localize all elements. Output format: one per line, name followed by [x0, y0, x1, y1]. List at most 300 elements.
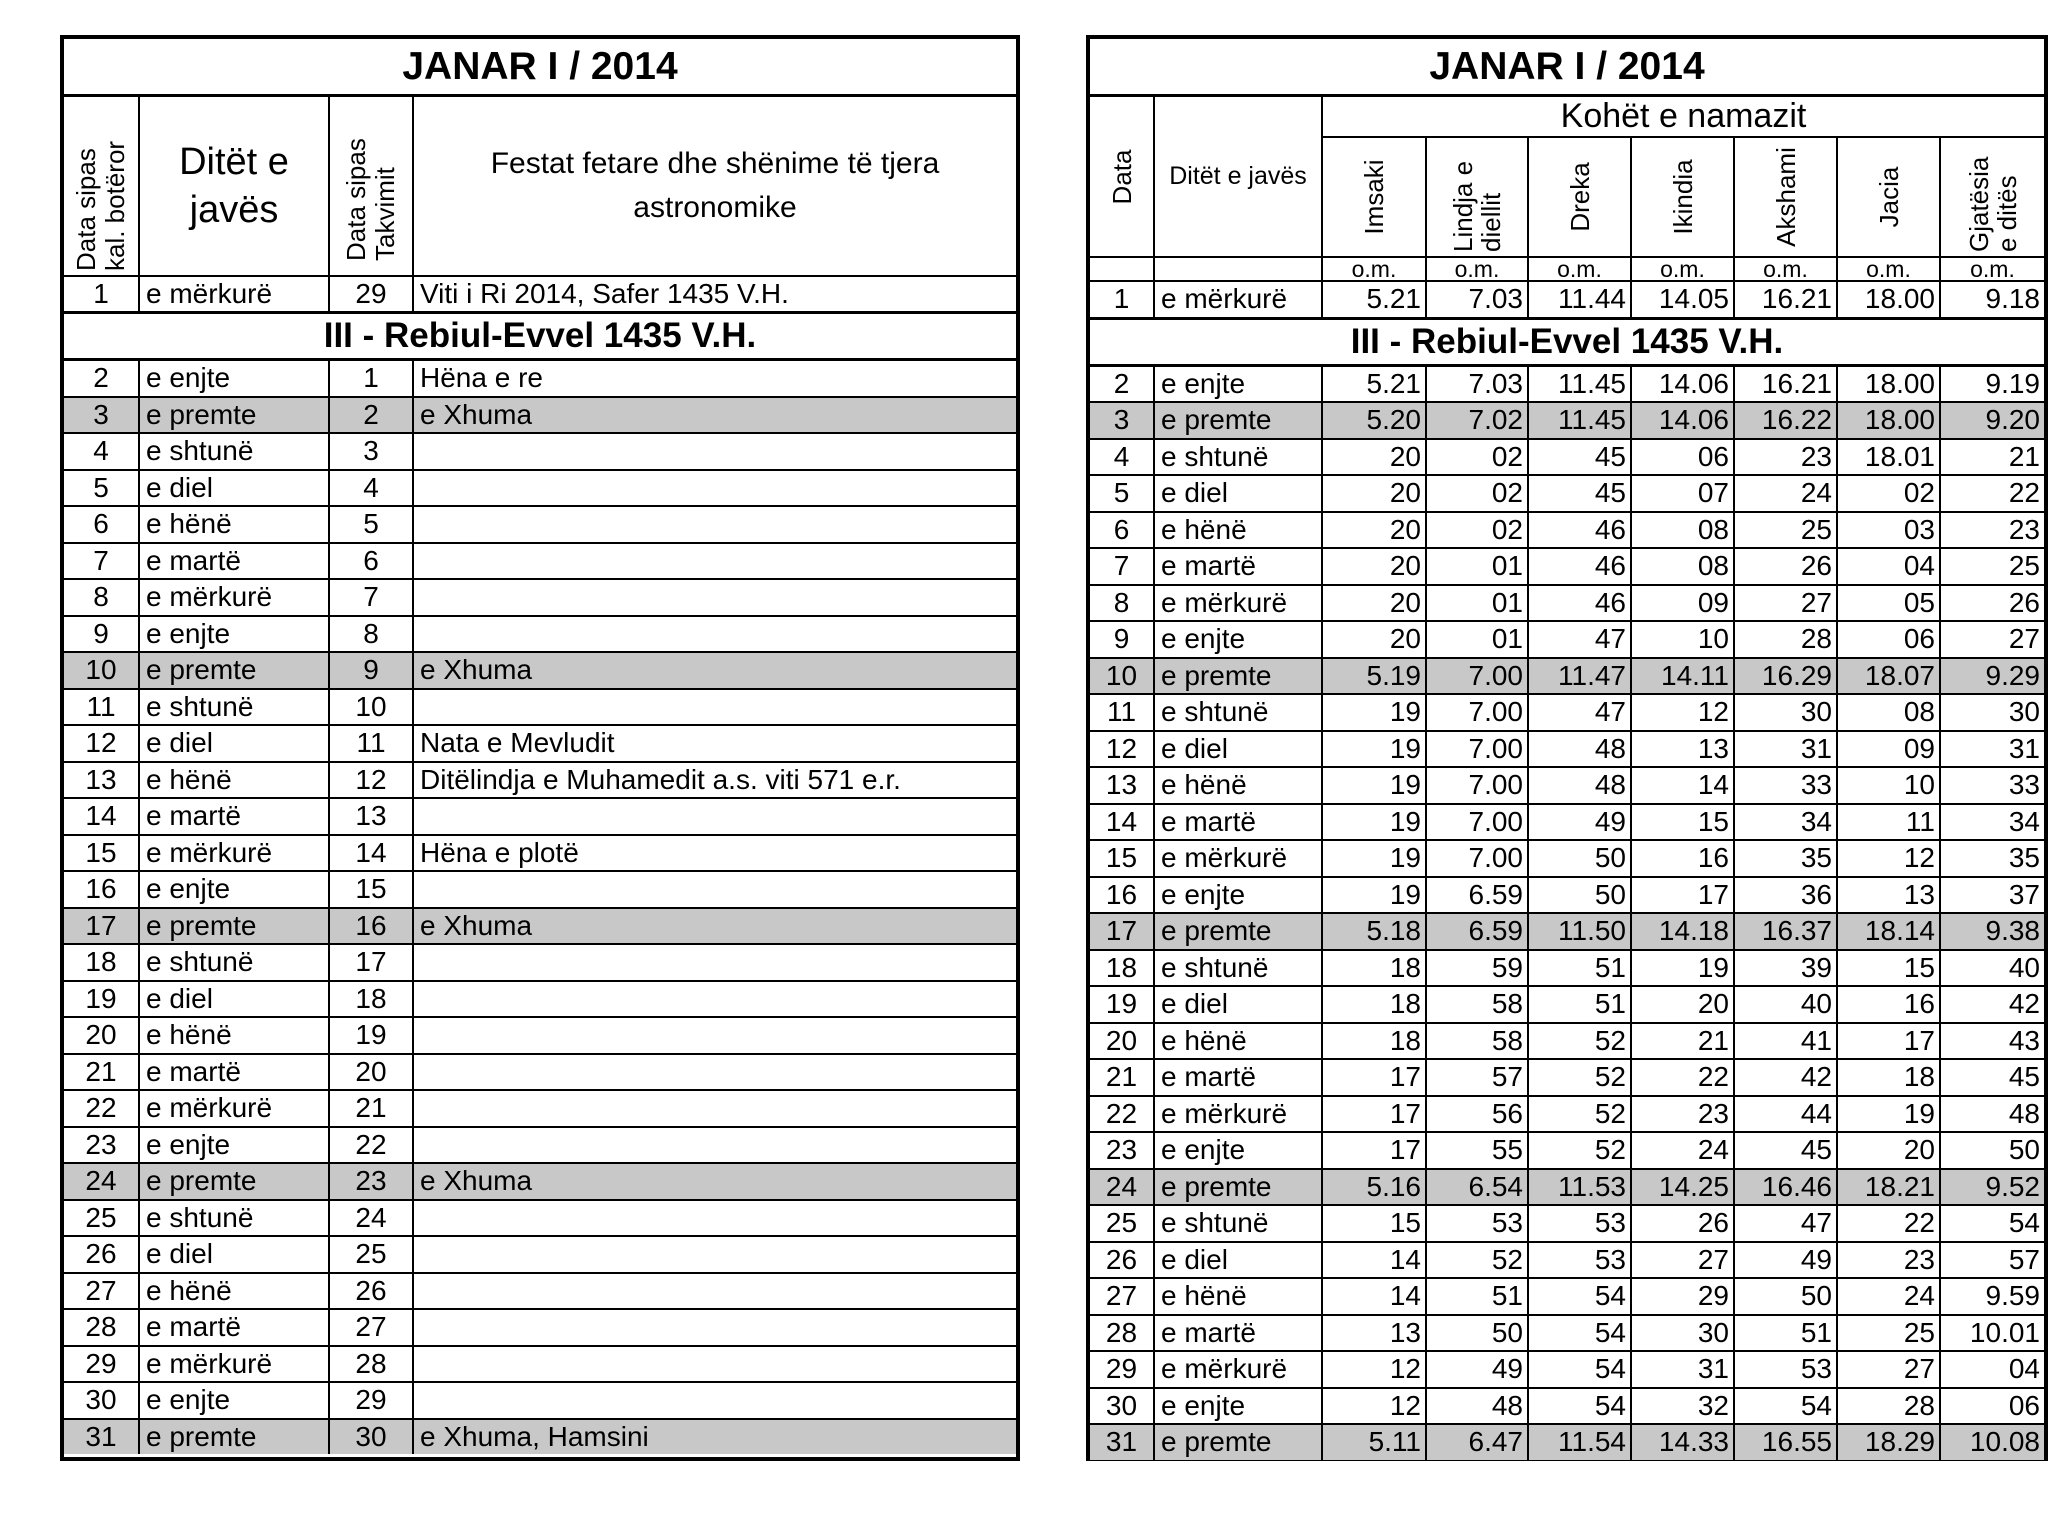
day-cell: 3 — [1090, 402, 1154, 439]
day-cell: 17 — [64, 908, 139, 945]
time-cell: 23 — [1631, 1096, 1734, 1133]
time-cell: 32 — [1631, 1388, 1734, 1425]
time-cell: 17 — [1322, 1132, 1426, 1169]
header-ikindia — [1631, 137, 1734, 257]
time-cell: 19 — [1322, 694, 1426, 731]
time-cell: 7.00 — [1426, 731, 1528, 768]
weekday-cell: e diel — [139, 981, 329, 1018]
header-imsaki — [1322, 137, 1426, 257]
header-akshami-label: Akshami — [1770, 147, 1801, 247]
time-cell: 16.21 — [1734, 281, 1837, 318]
time-cell: 5.11 — [1322, 1424, 1426, 1460]
day-cell: 22 — [1090, 1096, 1154, 1133]
time-cell: 20 — [1322, 439, 1426, 476]
weekday-cell: e premte — [1154, 913, 1322, 950]
time-cell: 52 — [1528, 1132, 1631, 1169]
day-cell: 22 — [64, 1090, 139, 1127]
day-cell: 4 — [64, 433, 139, 470]
day-cell: 12 — [64, 725, 139, 762]
time-cell: 22 — [1940, 475, 2044, 512]
time-cell: 16 — [1631, 840, 1734, 877]
weekday-cell: e diel — [139, 470, 329, 507]
time-cell: 42 — [1734, 1059, 1837, 1096]
table-row — [64, 616, 1016, 653]
weekday-cell: e shtunë — [1154, 439, 1322, 476]
note-cell — [413, 1236, 1016, 1273]
table-row — [1090, 1132, 2044, 1169]
table-row — [64, 433, 1016, 470]
table-row — [1090, 439, 2044, 476]
weekday-cell: e mërkurë — [1154, 840, 1322, 877]
day-cell: 16 — [1090, 877, 1154, 914]
time-cell: 24 — [1734, 475, 1837, 512]
header-dreka-label: Dreka — [1564, 162, 1595, 232]
time-cell: 09 — [1631, 585, 1734, 622]
time-cell: 54 — [1528, 1278, 1631, 1315]
table-row — [1090, 1351, 2044, 1388]
table-row — [1090, 548, 2044, 585]
time-cell: 9.29 — [1940, 658, 2044, 695]
time-cell: 27 — [1940, 621, 2044, 658]
hijri-cell: 2 — [329, 397, 413, 434]
hijri-cell: 7 — [329, 579, 413, 616]
time-cell: 6.59 — [1426, 877, 1528, 914]
weekday-cell: e enjte — [139, 616, 329, 653]
table-row — [64, 1163, 1016, 1200]
day-cell: 5 — [1090, 475, 1154, 512]
note-cell — [413, 470, 1016, 507]
day-cell: 8 — [64, 579, 139, 616]
time-cell: 30 — [1940, 694, 2044, 731]
time-cell: 5.21 — [1322, 281, 1426, 318]
header-gjatesia — [1940, 137, 2044, 257]
day-cell: 31 — [1090, 1424, 1154, 1460]
time-cell: 27 — [1837, 1351, 1940, 1388]
time-cell: 16.55 — [1734, 1424, 1837, 1460]
hijri-cell: 6 — [329, 543, 413, 580]
table-row — [64, 1236, 1016, 1273]
time-cell: 36 — [1734, 877, 1837, 914]
time-cell: 19 — [1322, 804, 1426, 841]
time-cell: 34 — [1734, 804, 1837, 841]
day-cell: 30 — [1090, 1388, 1154, 1425]
header-prayer-group: Kohët e namazit — [1322, 96, 2044, 138]
note-cell — [413, 1309, 1016, 1346]
weekday-cell: e shtunë — [1154, 1205, 1322, 1242]
day-cell: 5 — [64, 470, 139, 507]
table-row — [1090, 475, 2044, 512]
time-cell: 7.00 — [1426, 767, 1528, 804]
time-cell: 22 — [1631, 1059, 1734, 1096]
weekday-cell: e enjte — [1154, 1388, 1322, 1425]
time-cell: 20 — [1322, 585, 1426, 622]
weekday-cell: e martë — [139, 1054, 329, 1091]
time-cell: 18 — [1322, 1023, 1426, 1060]
time-cell: 13 — [1837, 877, 1940, 914]
hijri-cell: 30 — [329, 1419, 413, 1455]
weekday-cell: e premte — [1154, 1424, 1322, 1460]
hijri-cell: 17 — [329, 944, 413, 981]
day-cell: 14 — [1090, 804, 1154, 841]
header-gjatesia-label: Gjatësia e ditës — [1963, 156, 2022, 252]
hijri-cell: 9 — [329, 652, 413, 689]
weekday-cell: e enjte — [139, 871, 329, 908]
time-cell: 20 — [1631, 986, 1734, 1023]
day-cell: 30 — [64, 1382, 139, 1419]
time-cell: 06 — [1631, 439, 1734, 476]
time-cell: 11.47 — [1528, 658, 1631, 695]
time-cell: 48 — [1528, 767, 1631, 804]
time-cell: 51 — [1734, 1315, 1837, 1352]
hijri-cell: 13 — [329, 798, 413, 835]
hijri-cell: 29 — [329, 1382, 413, 1419]
time-cell: 31 — [1940, 731, 2044, 768]
time-cell: 18.21 — [1837, 1169, 1940, 1206]
day-cell: 25 — [1090, 1205, 1154, 1242]
time-cell: 47 — [1528, 694, 1631, 731]
time-cell: 58 — [1426, 1023, 1528, 1060]
unit-label: o.m. — [1426, 257, 1528, 281]
time-cell: 24 — [1631, 1132, 1734, 1169]
note-cell: Viti i Ri 2014, Safer 1435 V.H. — [413, 276, 1016, 313]
table-row — [64, 944, 1016, 981]
time-cell: 14.06 — [1631, 402, 1734, 439]
note-cell — [413, 543, 1016, 580]
day-cell: 20 — [1090, 1023, 1154, 1060]
unit-label: o.m. — [1837, 257, 1940, 281]
weekday-cell: e mërkurë — [139, 579, 329, 616]
time-cell: 19 — [1631, 950, 1734, 987]
time-cell: 14.18 — [1631, 913, 1734, 950]
day-cell: 18 — [1090, 950, 1154, 987]
time-cell: 17 — [1322, 1096, 1426, 1133]
table-row — [64, 798, 1016, 835]
header-weekday: Ditët e javës — [1154, 96, 1322, 258]
time-cell: 17 — [1837, 1023, 1940, 1060]
time-cell: 27 — [1734, 585, 1837, 622]
table-row — [64, 1382, 1016, 1419]
hijri-cell: 19 — [329, 1017, 413, 1054]
time-cell: 11 — [1837, 804, 1940, 841]
weekday-cell: e martë — [1154, 548, 1322, 585]
weekday-cell: e shtunë — [1154, 694, 1322, 731]
time-cell: 52 — [1426, 1242, 1528, 1279]
note-cell: e Xhuma, Hamsini — [413, 1419, 1016, 1455]
time-cell: 5.19 — [1322, 658, 1426, 695]
weekday-cell: e premte — [139, 397, 329, 434]
time-cell: 5.20 — [1322, 402, 1426, 439]
time-cell: 7.00 — [1426, 804, 1528, 841]
note-cell: Nata e Mevludit — [413, 725, 1016, 762]
header-jacia-label: Jacia — [1873, 166, 1904, 228]
time-cell: 54 — [1528, 1351, 1631, 1388]
time-cell: 49 — [1734, 1242, 1837, 1279]
time-cell: 10.01 — [1940, 1315, 2044, 1352]
time-cell: 33 — [1940, 767, 2044, 804]
time-cell: 21 — [1940, 439, 2044, 476]
right-rows — [1090, 365, 2044, 1460]
day-cell: 28 — [64, 1309, 139, 1346]
header-ikindia-label: Ikindia — [1667, 159, 1698, 235]
weekday-cell: e premte — [1154, 1169, 1322, 1206]
hijri-cell: 27 — [329, 1309, 413, 1346]
weekday-cell: e martë — [139, 543, 329, 580]
weekday-cell: e premte — [139, 1419, 329, 1455]
time-cell: 50 — [1940, 1132, 2044, 1169]
time-cell: 53 — [1426, 1205, 1528, 1242]
hijri-cell: 21 — [329, 1090, 413, 1127]
time-cell: 19 — [1322, 877, 1426, 914]
time-cell: 40 — [1940, 950, 2044, 987]
time-cell: 12 — [1322, 1388, 1426, 1425]
time-cell: 6.54 — [1426, 1169, 1528, 1206]
weekday-cell: e diel — [139, 1236, 329, 1273]
time-cell: 53 — [1528, 1242, 1631, 1279]
time-cell: 06 — [1940, 1388, 2044, 1425]
table-row — [1090, 877, 2044, 914]
time-cell: 7.03 — [1426, 365, 1528, 402]
time-cell: 45 — [1528, 439, 1631, 476]
time-cell: 14.25 — [1631, 1169, 1734, 1206]
note-cell — [413, 798, 1016, 835]
time-cell: 46 — [1528, 512, 1631, 549]
weekday-cell: e hënë — [139, 762, 329, 799]
left-rows — [64, 360, 1016, 1455]
time-cell: 12 — [1837, 840, 1940, 877]
time-cell: 16.29 — [1734, 658, 1837, 695]
time-cell: 20 — [1837, 1132, 1940, 1169]
table-row — [1090, 767, 2044, 804]
header-date-hijri-label: Data sipas Takvimit — [341, 137, 400, 261]
time-cell: 34 — [1940, 804, 2044, 841]
hijri-cell: 22 — [329, 1127, 413, 1164]
time-cell: 16 — [1837, 986, 1940, 1023]
time-cell: 13 — [1631, 731, 1734, 768]
time-cell: 57 — [1940, 1242, 2044, 1279]
weekday-cell: e premte — [1154, 658, 1322, 695]
unit-label: o.m. — [1322, 257, 1426, 281]
hijri-cell: 24 — [329, 1200, 413, 1237]
time-cell: 14 — [1631, 767, 1734, 804]
day-cell: 1 — [1090, 281, 1154, 318]
table-row — [1090, 365, 2044, 402]
header-jacia — [1837, 137, 1940, 257]
time-cell: 01 — [1426, 621, 1528, 658]
time-cell: 9.59 — [1940, 1278, 2044, 1315]
time-cell: 45 — [1940, 1059, 2044, 1096]
time-cell: 16.37 — [1734, 913, 1837, 950]
time-cell: 16.46 — [1734, 1169, 1837, 1206]
time-cell: 9.38 — [1940, 913, 2044, 950]
weekday-cell: e shtunë — [1154, 950, 1322, 987]
time-cell: 10 — [1631, 621, 1734, 658]
time-cell: 18.01 — [1837, 439, 1940, 476]
weekday-cell: e mërkurë — [139, 1090, 329, 1127]
time-cell: 10.08 — [1940, 1424, 2044, 1460]
hijri-cell: 4 — [329, 470, 413, 507]
time-cell: 10 — [1837, 767, 1940, 804]
time-cell: 25 — [1837, 1315, 1940, 1352]
day-cell: 16 — [64, 871, 139, 908]
time-cell: 5.21 — [1322, 365, 1426, 402]
table-row — [1090, 950, 2044, 987]
header-notes: Festat fetare dhe shënime të tjera astronomike — [413, 96, 1016, 276]
note-cell — [413, 871, 1016, 908]
weekday-cell: e mërkurë — [139, 276, 329, 313]
table-row — [1090, 804, 2044, 841]
time-cell: 54 — [1940, 1205, 2044, 1242]
weekday-cell: e hënë — [1154, 1278, 1322, 1315]
header-lindja — [1426, 137, 1528, 257]
day-cell: 4 — [1090, 439, 1154, 476]
table-row — [1090, 840, 2044, 877]
weekday-cell: e mërkurë — [1154, 281, 1322, 318]
time-cell: 57 — [1426, 1059, 1528, 1096]
weekday-cell: e shtunë — [139, 689, 329, 726]
time-cell: 30 — [1734, 694, 1837, 731]
weekday-cell: e enjte — [1154, 621, 1322, 658]
time-cell: 50 — [1528, 840, 1631, 877]
day-cell: 31 — [64, 1419, 139, 1455]
time-cell: 25 — [1940, 548, 2044, 585]
time-cell: 6.59 — [1426, 913, 1528, 950]
time-cell: 23 — [1837, 1242, 1940, 1279]
day-cell: 26 — [1090, 1242, 1154, 1279]
time-cell: 9.52 — [1940, 1169, 2044, 1206]
table-row — [64, 397, 1016, 434]
time-cell: 54 — [1528, 1388, 1631, 1425]
weekday-cell: e hënë — [1154, 512, 1322, 549]
note-cell: Hëna e plotë — [413, 835, 1016, 872]
header-imsaki-label: Imsaki — [1359, 159, 1389, 235]
time-cell: 04 — [1940, 1351, 2044, 1388]
day-cell: 25 — [64, 1200, 139, 1237]
table-row — [64, 579, 1016, 616]
time-cell: 18.07 — [1837, 658, 1940, 695]
time-cell: 26 — [1631, 1205, 1734, 1242]
time-cell: 41 — [1734, 1023, 1837, 1060]
time-cell: 43 — [1940, 1023, 2044, 1060]
time-cell: 47 — [1528, 621, 1631, 658]
right-title: JANAR I / 2014 — [1090, 39, 2044, 96]
time-cell: 7.00 — [1426, 658, 1528, 695]
table-row — [1090, 1242, 2044, 1279]
time-cell: 53 — [1528, 1205, 1631, 1242]
weekday-cell: e martë — [1154, 1315, 1322, 1352]
table-row — [64, 835, 1016, 872]
time-cell: 56 — [1426, 1096, 1528, 1133]
time-cell: 20 — [1322, 621, 1426, 658]
table-row — [64, 1273, 1016, 1310]
weekday-cell: e mërkurë — [1154, 585, 1322, 622]
table-row — [1090, 1059, 2044, 1096]
day-cell: 24 — [1090, 1169, 1154, 1206]
note-cell — [413, 1382, 1016, 1419]
day-cell: 14 — [64, 798, 139, 835]
time-cell: 15 — [1322, 1205, 1426, 1242]
header-date-label: Data — [1106, 149, 1137, 204]
time-cell: 52 — [1528, 1059, 1631, 1096]
note-cell — [413, 433, 1016, 470]
header-akshami — [1734, 137, 1837, 257]
time-cell: 30 — [1631, 1315, 1734, 1352]
header-lindja-label: Lindja e diellit — [1448, 160, 1506, 252]
note-cell — [413, 1017, 1016, 1054]
note-cell: e Xhuma — [413, 397, 1016, 434]
time-cell: 51 — [1528, 950, 1631, 987]
day-cell: 19 — [1090, 986, 1154, 1023]
time-cell: 39 — [1734, 950, 1837, 987]
time-cell: 54 — [1734, 1388, 1837, 1425]
table-row — [64, 689, 1016, 726]
hijri-cell: 28 — [329, 1346, 413, 1383]
time-cell: 19 — [1322, 767, 1426, 804]
table-row — [64, 981, 1016, 1018]
time-cell: 02 — [1837, 475, 1940, 512]
table-row — [64, 1017, 1016, 1054]
table-row — [1090, 1023, 2044, 1060]
time-cell: 08 — [1631, 512, 1734, 549]
prayer-times-panel — [1086, 35, 2048, 1461]
time-cell: 9.18 — [1940, 281, 2044, 318]
weekday-cell: e hënë — [139, 1017, 329, 1054]
note-cell — [413, 1090, 1016, 1127]
table-row — [64, 470, 1016, 507]
table-row — [64, 1090, 1016, 1127]
day-cell: 8 — [1090, 585, 1154, 622]
time-cell: 9.19 — [1940, 365, 2044, 402]
day-cell: 11 — [64, 689, 139, 726]
note-cell — [413, 981, 1016, 1018]
time-cell: 18 — [1322, 986, 1426, 1023]
table-row — [1090, 1205, 2044, 1242]
day-cell: 3 — [64, 397, 139, 434]
day-cell: 28 — [1090, 1315, 1154, 1352]
table-row — [1090, 1388, 2044, 1425]
time-cell: 14.11 — [1631, 658, 1734, 695]
note-cell — [413, 1273, 1016, 1310]
time-cell: 02 — [1426, 512, 1528, 549]
weekday-cell: e diel — [139, 725, 329, 762]
weekday-cell: e mërkurë — [1154, 1351, 1322, 1388]
time-cell: 14.05 — [1631, 281, 1734, 318]
header-date-greg — [64, 96, 139, 276]
time-cell: 48 — [1426, 1388, 1528, 1425]
time-cell: 19 — [1322, 840, 1426, 877]
time-cell: 11.44 — [1528, 281, 1631, 318]
time-cell: 48 — [1528, 731, 1631, 768]
unit-label: o.m. — [1734, 257, 1837, 281]
table-row — [1090, 402, 2044, 439]
note-cell: Ditëlindja e Muhamedit a.s. viti 571 e.r. — [413, 762, 1016, 799]
table-row — [1090, 621, 2044, 658]
table-row — [64, 1309, 1016, 1346]
day-cell: 10 — [64, 652, 139, 689]
section-header: III - Rebiul-Evvel 1435 V.H. — [64, 313, 1016, 360]
time-cell: 12 — [1322, 1351, 1426, 1388]
time-cell: 18 — [1322, 950, 1426, 987]
hijri-cell: 5 — [329, 506, 413, 543]
section-header: III - Rebiul-Evvel 1435 V.H. — [1090, 318, 2044, 365]
note-cell — [413, 579, 1016, 616]
table-row — [64, 1127, 1016, 1164]
day-cell: 15 — [64, 835, 139, 872]
time-cell: 11.54 — [1528, 1424, 1631, 1460]
weekday-cell: e diel — [1154, 475, 1322, 512]
weekday-cell: e premte — [1154, 402, 1322, 439]
note-cell — [413, 1054, 1016, 1091]
time-cell: 23 — [1940, 512, 2044, 549]
